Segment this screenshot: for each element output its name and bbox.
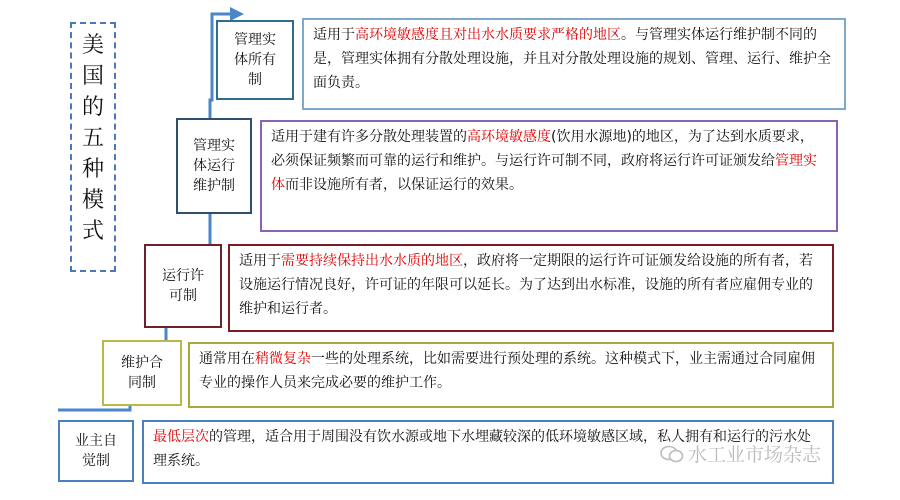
label-line: 管理实 — [193, 138, 235, 154]
title-char: 美 — [81, 33, 104, 58]
desc-text: 。与管理实体运行维护制不同的是，管理实体拥有分散处理设施，并且对分散处理设施的规划、管理、运行、维护全面负责。 — [313, 27, 831, 91]
highlight-text: 管理实体 — [271, 153, 817, 193]
title-char: 模 — [81, 188, 104, 213]
desc-text: 适用于 — [313, 27, 355, 43]
label-line: 维护合 — [121, 355, 163, 371]
desc-text: 通常用在 — [199, 351, 255, 367]
label-line: 制 — [248, 72, 262, 88]
label-line: 业主自 — [75, 433, 117, 449]
mode-label-operating-permit — [144, 244, 222, 328]
mode-desc-management-operation — [260, 120, 838, 232]
mode-label-maintenance-contract — [102, 340, 182, 406]
highlight-text: 高环境敏感度且对出水水质要求严格的地区 — [355, 27, 621, 43]
mode-desc-management-ownership — [302, 18, 846, 110]
label-line: 同制 — [128, 375, 156, 391]
chat-bubble-icon — [660, 445, 684, 463]
label-line: 运行许 — [162, 268, 204, 284]
label-line: 可制 — [169, 288, 197, 304]
mode-desc-maintenance-contract — [188, 342, 834, 408]
mode-label-management-operation — [176, 118, 252, 214]
desc-text: (饮用水源地)的地区，为了达到水质要求，必须保证频繁而可靠的运行和维护。与运行许可制不同，政府将运行许可证颁发给 — [271, 129, 814, 169]
label-line: 维护制 — [193, 178, 235, 194]
desc-text: 而非设施所有者，以保证运行的效果。 — [285, 177, 523, 193]
watermark — [660, 440, 821, 467]
desc-text: ，政府将一定期限的运行许可证颁发给设施的所有者，若设施运行情况良好，许可证的年限可以延长。为了达到出水标准，设施的所有者应雇佣专业的维护和运行者。 — [239, 253, 813, 317]
highlight-text: 高环境敏感度 — [467, 129, 551, 145]
title-char: 种 — [81, 157, 104, 182]
arrow-head — [230, 7, 244, 21]
label-line: 觉制 — [82, 453, 110, 469]
title-char: 式 — [81, 219, 104, 244]
label-line: 体运行 — [193, 158, 235, 174]
title-char: 国 — [81, 64, 104, 89]
desc-text: 适用于建有许多分散处理装置的 — [271, 129, 467, 145]
highlight-text: 需要持续保持出水水质的地区 — [281, 253, 463, 269]
mode-label-owner-self — [58, 420, 134, 482]
title-char: 的 — [81, 95, 104, 120]
label-line: 体所有 — [234, 52, 276, 68]
label-line: 管理实 — [234, 32, 276, 48]
highlight-text: 最低层次 — [153, 429, 209, 445]
mode-label-management-ownership — [216, 20, 294, 100]
mode-desc-operating-permit — [228, 244, 834, 332]
desc-text: 一些的处理系统，比如需要进行预处理的系统。这种模式下，业主需通过合同雇佣专业的操作人员来完成必要的维护工作。 — [199, 351, 815, 391]
title-char: 五 — [81, 126, 104, 151]
desc-text: 适用于 — [239, 253, 281, 269]
diagram-title — [78, 30, 108, 247]
desc-text: 的管理，适合用于周围没有饮水源或地下水埋藏较深的低环境敏感区域，私人拥有和运行的污水处理系统。 — [153, 429, 811, 469]
watermark-text: 水工业市场杂志 — [688, 444, 822, 466]
highlight-text: 稍微复杂 — [255, 351, 311, 367]
